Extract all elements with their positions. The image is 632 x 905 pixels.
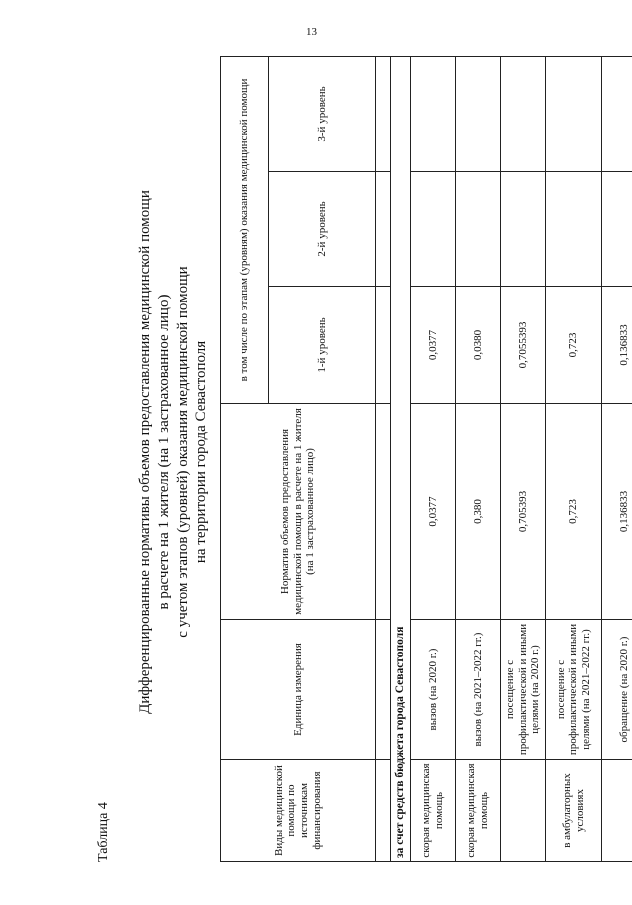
- heading-line-4: на территории города Севастополя: [193, 340, 210, 564]
- row-level-1: 0,0380: [456, 287, 501, 404]
- table-row: [501, 57, 546, 862]
- header-row-1: [221, 57, 269, 862]
- row-type: [602, 760, 632, 862]
- heading-line-2: в расчете на 1 жителя (на 1 застрахованное лицо): [155, 294, 172, 610]
- row-unit: посещение с профилактической и иными целями (на 2021–2022 гг.): [546, 620, 602, 760]
- header-level-3: 3-й уровень: [269, 57, 376, 172]
- section-row: [391, 57, 411, 862]
- row-level-3: [411, 57, 456, 172]
- row-type: скорая медицинская помощь: [456, 760, 501, 862]
- row-unit: вызов (на 2021–2022 гг.): [456, 620, 501, 760]
- row-level-3: [501, 57, 546, 172]
- header-unit: Единица измерения: [221, 620, 376, 760]
- row-level-1: 0,136833: [602, 287, 632, 404]
- row-level-2: [456, 172, 501, 287]
- row-norm: 0,705393: [501, 404, 546, 620]
- row-unit: посещение с профилактической и иными целями (на 2020 г.): [501, 620, 546, 760]
- row-level-2: [602, 172, 632, 287]
- table-row: [411, 57, 456, 862]
- row-norm: 0,136833: [602, 404, 632, 620]
- table-row: [456, 57, 501, 862]
- rotated-page-content: [96, 57, 630, 862]
- row-level-3: [602, 57, 632, 172]
- row-norm: 0,380: [456, 404, 501, 620]
- row-level-2: [546, 172, 602, 287]
- section-title: за счет средств бюджета города Севастополя: [391, 57, 411, 862]
- row-level-2: [501, 172, 546, 287]
- table-heading: [136, 102, 211, 802]
- norms-table: [220, 56, 632, 862]
- header-levels-group: в том числе по этапам (уровням) оказания медицинской помощи: [221, 57, 269, 404]
- header-level-1: 1-й уровень: [269, 287, 376, 404]
- header-level-2: 2-й уровень: [269, 172, 376, 287]
- row-type: в амбулаторных условиях: [546, 760, 602, 862]
- header-spacer-row: [376, 57, 391, 862]
- row-unit: вызов (на 2020 г.): [411, 620, 456, 760]
- row-norm: 0,0377: [411, 404, 456, 620]
- row-type: [501, 760, 546, 862]
- table-label: Таблица 4: [96, 802, 111, 862]
- row-level-1: 0,723: [546, 287, 602, 404]
- row-norm: 0,723: [546, 404, 602, 620]
- table-row: [602, 57, 632, 862]
- row-level-1: 0,7055393: [501, 287, 546, 404]
- row-level-1: 0,0377: [411, 287, 456, 404]
- row-level-3: [456, 57, 501, 172]
- heading-line-1: Дифференцированные нормативы объемов предоставления медицинской помощи: [137, 190, 153, 714]
- header-norm: Норматив объемов предоставления медицинской помощи в расчете на 1 жителя (на 1 застрахованное лицо): [221, 404, 376, 620]
- table-row: [546, 57, 602, 862]
- row-level-3: [546, 57, 602, 172]
- page-number: 13: [306, 26, 317, 38]
- row-level-2: [411, 172, 456, 287]
- row-unit: обращение (на 2020 г.): [602, 620, 632, 760]
- heading-line-3: с учетом этапов (уровней) оказания медицинской помощи: [174, 266, 191, 638]
- header-types: Виды медицинской помощи по источникам финансирования: [221, 760, 376, 862]
- row-type: скорая медицинская помощь: [411, 760, 456, 862]
